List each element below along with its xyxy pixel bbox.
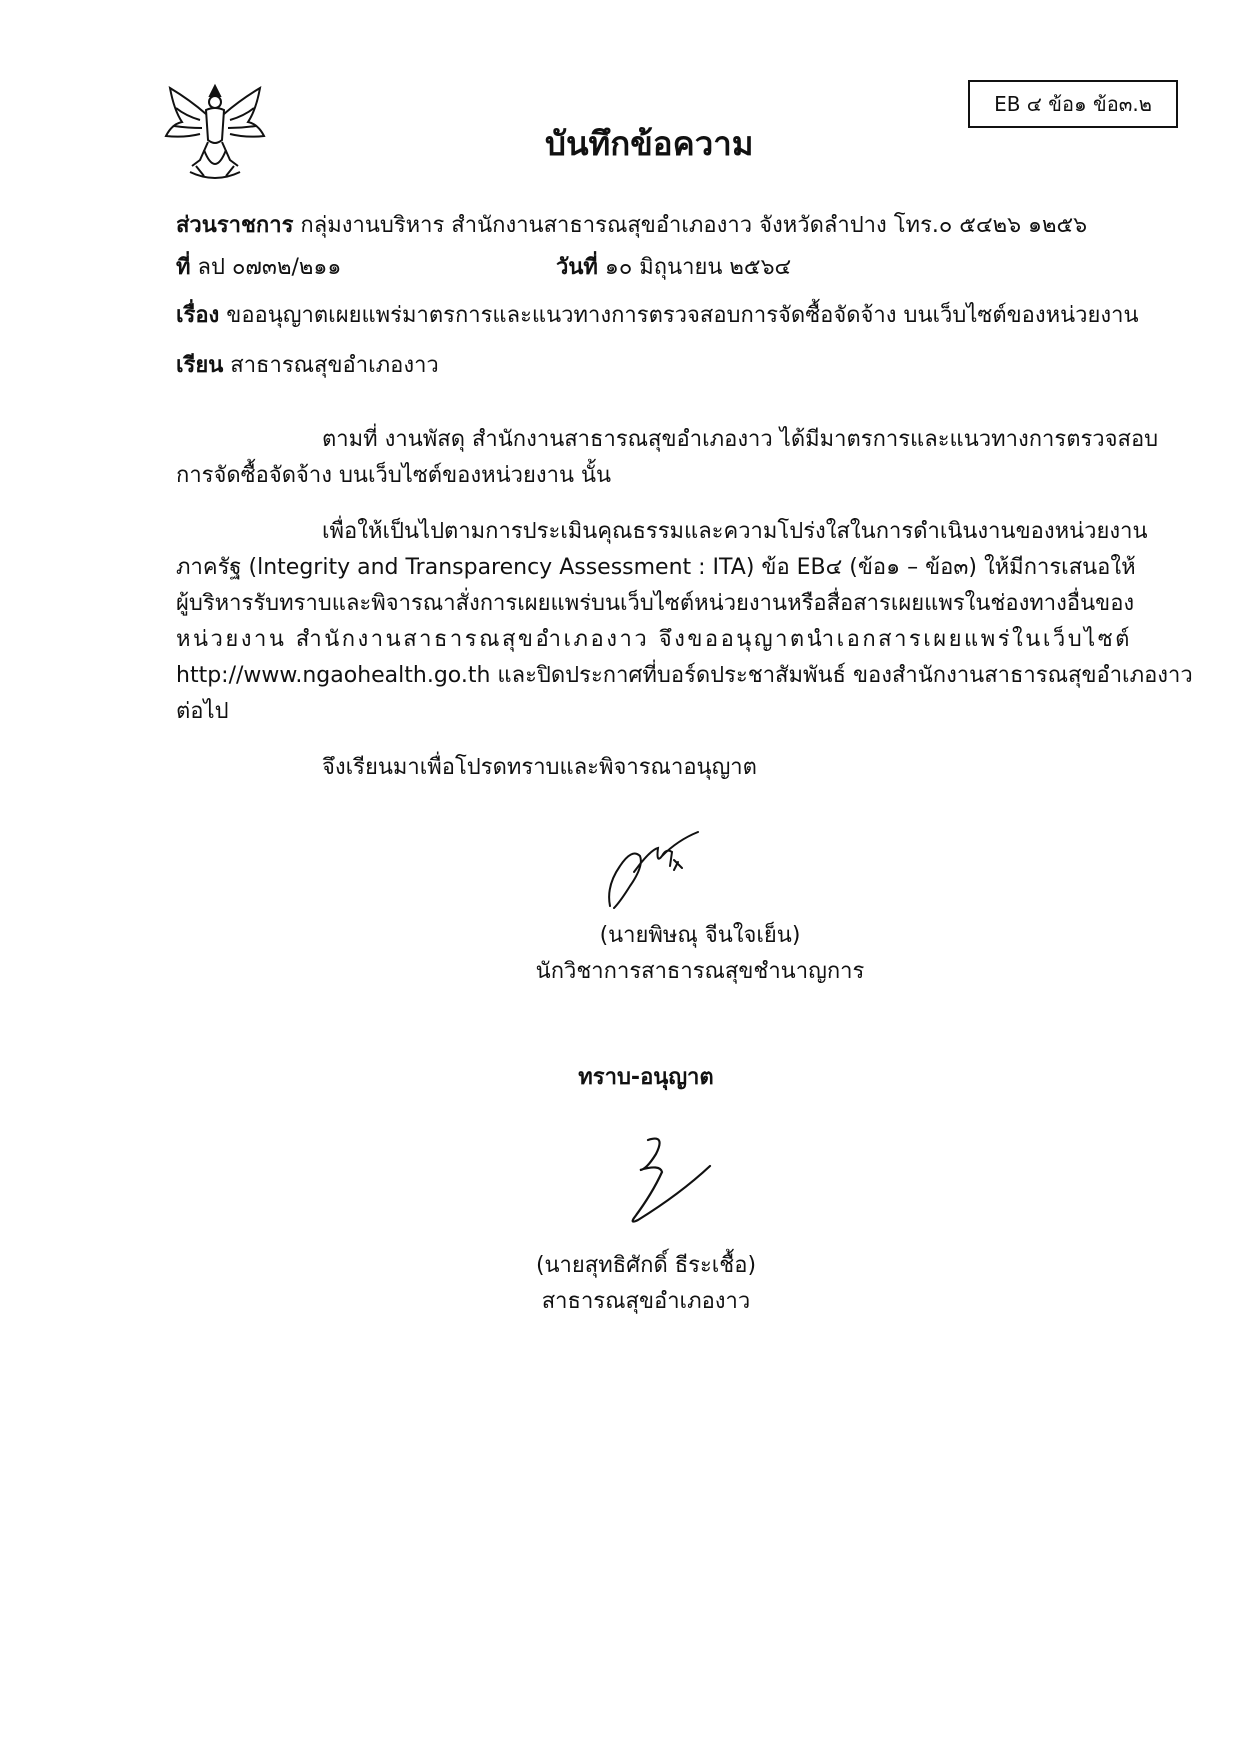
doc-number-line bbox=[176, 252, 341, 284]
signer-1-name: (นายพิษณุ จีนใจเย็น) bbox=[599, 923, 801, 948]
paragraph-2-line-3: ผู้บริหารรับทราบและพิจารณาสั่งการเผยแพร่บนเว็บไซต์หน่วยงานหรือสื่อสารเผยแพรในช่องทางอื่นของ bbox=[176, 591, 1135, 616]
page-title: บันทึกข้อความ bbox=[545, 124, 754, 163]
doc-number-value: ลป ๐๗๓๒/๒๑๑ bbox=[197, 255, 342, 280]
subject-label: เรื่อง bbox=[176, 303, 220, 328]
paragraph-2-line-4: หน่วยงาน สำนักงานสาธารณสุขอำเภองาว จึงขออนุญาตนำเอกสารเผยแพร่ในเว็บไซต์ bbox=[176, 627, 1132, 652]
paragraph-2-line-5: http://www.ngaohealth.go.th และปิดประกาศที่บอร์ดประชาสัมพันธ์ ของสำนักงานสาธารณสุขอำเภองาว bbox=[176, 663, 1193, 688]
signer-2-position: สาธารณสุขอำเภองาว bbox=[541, 1289, 751, 1314]
to-value: สาธารณสุขอำเภองาว bbox=[230, 353, 439, 378]
paragraph-1-line-1: ตามที่ งานพัสดุ สำนักงานสาธารณสุขอำเภองาว ได้มีมาตรการและแนวทางการตรวจสอบ bbox=[322, 427, 1159, 452]
agency-value: กลุ่มงานบริหาร สำนักงานสาธารณสุขอำเภองาว จังหวัดลำปาง โทร.๐ ๕๔๒๖ ๑๒๕๖ bbox=[300, 213, 1088, 238]
date-label: วันที่ bbox=[556, 255, 598, 280]
to-label: เรียน bbox=[176, 353, 224, 378]
signature-1-icon bbox=[600, 826, 710, 916]
signer-2-name: (นายสุทธิศักดิ์ ธีระเชื้อ) bbox=[535, 1253, 757, 1278]
reference-box: EB ๔ ข้อ๑ ข้อ๓.๒ bbox=[968, 80, 1178, 128]
garuda-emblem-icon bbox=[160, 80, 270, 185]
signature-2-icon bbox=[610, 1130, 720, 1230]
doc-number-label: ที่ bbox=[176, 255, 191, 280]
agency-label: ส่วนราชการ bbox=[176, 213, 294, 238]
signer-1-position: นักวิชาการสาธารณสุขชำนาญการ bbox=[535, 959, 865, 984]
subject-line bbox=[176, 300, 1139, 332]
approval-text: ทราบ-อนุญาต bbox=[578, 1065, 714, 1090]
paragraph-2-line-2: ภาครัฐ (lntegrity and Transparency Assessment : ITA) ข้อ EB๔ (ข้อ๑ – ข้อ๓) ให้มีการเสนอให้ bbox=[176, 555, 1136, 580]
subject-value: ขออนุญาตเผยแพร่มาตรการและแนวทางการตรวจสอบการจัดซื้อจัดจ้าง บนเว็บไซต์ของหน่วยงาน bbox=[226, 303, 1139, 328]
paragraph-2-line-6: ต่อไป bbox=[176, 699, 229, 724]
paragraph-1-line-2: การจัดซื้อจัดจ้าง บนเว็บไซต์ของหน่วยงาน นั้น bbox=[176, 463, 612, 488]
to-line bbox=[176, 350, 439, 382]
closing-line: จึงเรียนมาเพื่อโปรดทราบและพิจารณาอนุญาต bbox=[322, 755, 757, 780]
paragraph-2-line-1: เพื่อให้เป็นไปตามการประเมินคุณธรรมและความโปร่งใสในการดำเนินงานของหน่วยงาน bbox=[322, 519, 1148, 544]
date-line bbox=[556, 252, 791, 284]
date-value: ๑๐ มิถุนายน ๒๕๖๔ bbox=[604, 255, 792, 280]
agency-line bbox=[176, 210, 1087, 242]
